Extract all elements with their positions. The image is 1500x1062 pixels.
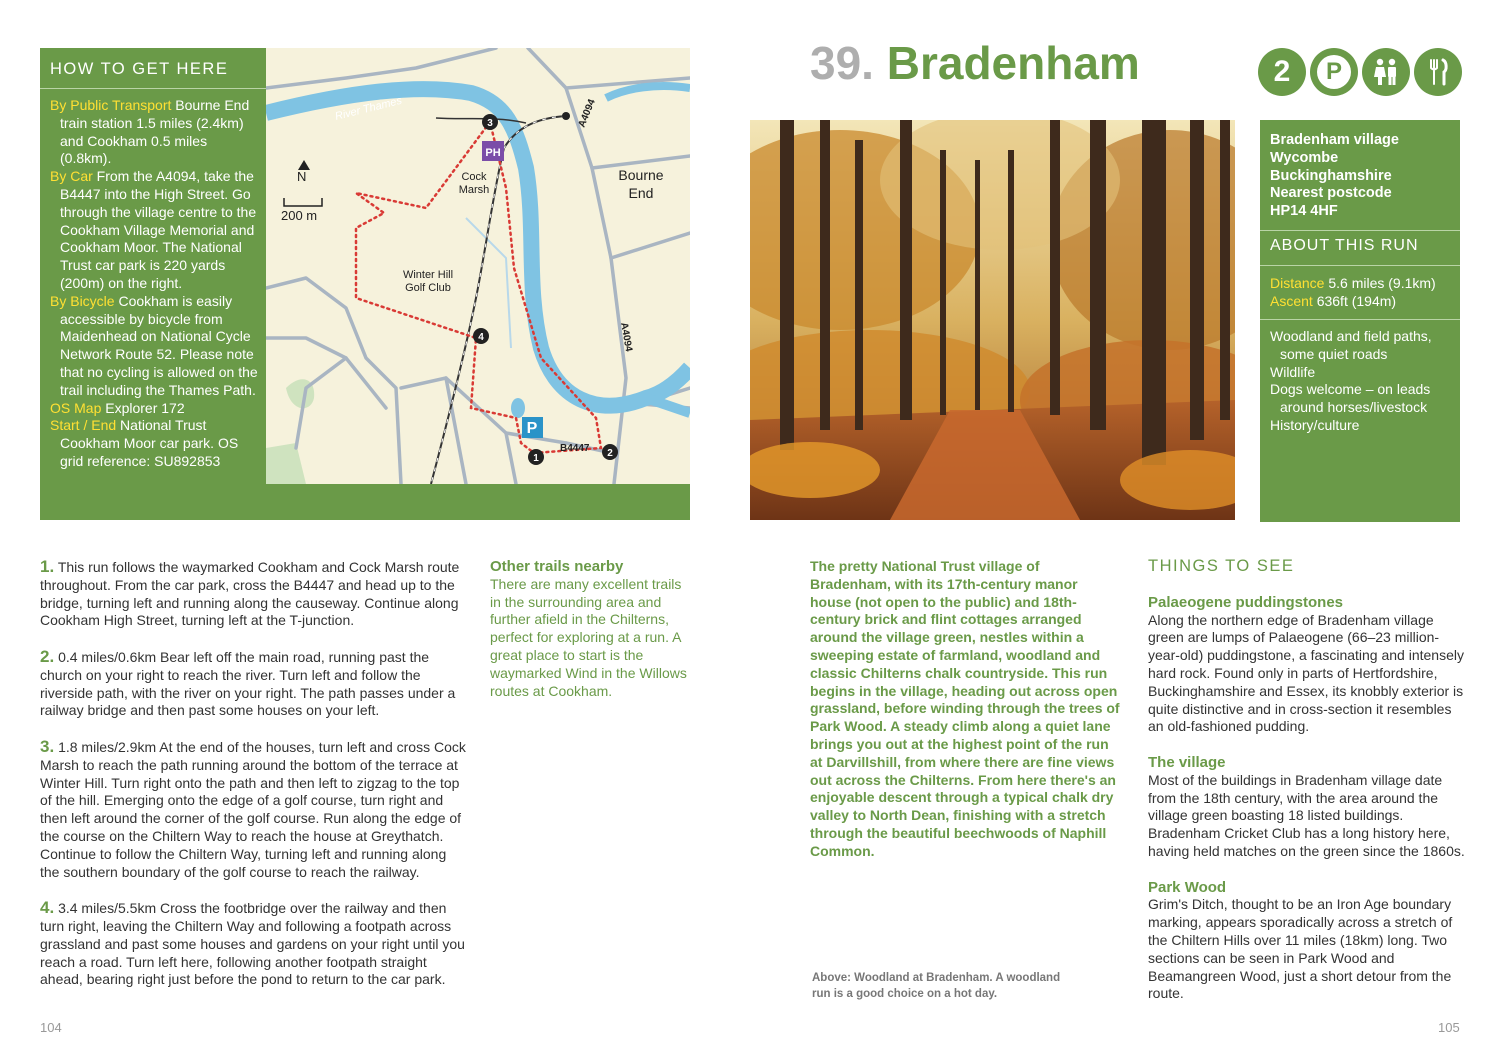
how-to-get-here-list bbox=[50, 97, 262, 471]
toilets-badge bbox=[1362, 48, 1410, 96]
step-item bbox=[40, 899, 468, 989]
route-number: 39. bbox=[810, 37, 874, 89]
golf-label-2: Golf Club bbox=[405, 282, 451, 294]
intro-paragraph: The pretty National Trust village of Bradenham, with its 17th-century manor house (not open to the public) and 18th-century brick and flint cottages arranged around the village green, nestles within a sweeping estate of farmland, woodland and classic Chilterns chalk countryside. This run begins in the village, heading out across open grassland, before winding through the trees of Park Wood. A steady climb along a quiet lane brings you out at the highest point of the run at Darvillshill, from where there are fine views out across the Chilterns. From here there's an enjoyable descent through a typical chalk dry valley to North Dean, finishing with a stretch through the beautiful beechwoods of Naphill Common. bbox=[810, 558, 1120, 859]
north-label: N bbox=[297, 169, 307, 184]
thing-text: Along the northern edge of Bradenham village green are lumps of Palaeogene (66–23 million-year-old) puddingstone, a fascinating and intensely hard rock. Found only in parts of Hertfordshire, Buckinghamshire and Essex, its knobbly exterior is quite distinctive and in cross-section it resembles an old-fashioned pudding. bbox=[1148, 611, 1464, 735]
ascent-value: 636ft (194m) bbox=[1312, 292, 1397, 309]
roads bbox=[266, 48, 690, 484]
river-branch bbox=[606, 86, 690, 98]
address-line: Bradenham village bbox=[1270, 132, 1399, 148]
car-item bbox=[50, 168, 262, 293]
photo-caption: Above: Woodland at Bradenham. A woodland run is a good choice on a hot day. bbox=[812, 972, 1061, 1000]
run-stats bbox=[1270, 275, 1455, 311]
things-to-see bbox=[1148, 558, 1466, 1021]
a4094-label-side: A4094 bbox=[618, 321, 634, 353]
cafe-icon bbox=[1423, 57, 1453, 87]
step-distance: 1.8 miles/2.9km bbox=[54, 738, 157, 755]
address-line: HP14 4HF bbox=[1270, 203, 1338, 220]
step-item bbox=[40, 648, 468, 720]
waypoint-2-label: 2 bbox=[607, 448, 613, 459]
stream bbox=[466, 218, 511, 348]
address-block bbox=[1270, 132, 1455, 221]
thing-text: Most of the buildings in Bradenham village date from the 18th century, with the area around the village green boasting 18 listed buildings. Bradenham Cricket Club has a long history here, having held matches on the green since the 1860s. bbox=[1148, 771, 1465, 859]
transport-label: By Public Transport bbox=[50, 97, 172, 113]
step-text: This run follows the waymarked Cookham and Cock Marsh route throughout. From the car park, cross the B4447 and head up to the bridge, turning left and running along the causeway. Continue along Cookham High Street, turning left at the T-junction. bbox=[40, 559, 460, 629]
cock-marsh-label-1: Cock bbox=[461, 171, 487, 183]
golf-label-1: Winter Hill bbox=[402, 269, 454, 281]
thing-heading: Palaeogene puddingstones bbox=[1148, 593, 1344, 611]
waypoint-1-label: 1 bbox=[533, 453, 539, 464]
feature-item: Dogs welcome – on leads around horses/livestock bbox=[1270, 381, 1431, 416]
address-line: Nearest postcode bbox=[1270, 185, 1392, 202]
bicycle-item bbox=[50, 293, 262, 400]
distance-label: Distance bbox=[1270, 275, 1325, 291]
toilets-icon bbox=[1370, 56, 1402, 88]
step-distance: 0.4 miles/0.6km bbox=[54, 648, 157, 665]
railway bbox=[431, 116, 566, 484]
other-trails bbox=[490, 558, 690, 700]
a4094-label-top: A4094 bbox=[576, 97, 598, 130]
step-text: At the end of the houses, turn left and cross Cock Marsh to reach the path running around the bottom of the terrace at Winter Hill. Turn right onto the path and then left to zigzag to the top of the hill. Emerging onto the edge of a golf course, turn right and then left around the corner of the golf course. Run along the edge of the course on the Chiltern Way to reach the house at Greythatch. Continue to follow the Chiltern Way, turning left and running along the southern boundary of the golf course to reach the railway. bbox=[40, 738, 466, 880]
pond bbox=[511, 398, 525, 418]
woodland-area bbox=[266, 443, 306, 484]
b4447-label: B4447 bbox=[560, 443, 590, 454]
waypoint-4-label: 4 bbox=[478, 332, 484, 343]
other-trails-heading: Other trails nearby bbox=[490, 558, 624, 575]
step-text: Cross the footbridge over the railway and then turn right, leaving the Chiltern Way and following a footpath across grassland and past some houses and gardens on your right until you reach a road. Turn left here, following another footpath straight ahead, bearing right just before the pond to return to the car park. bbox=[40, 900, 465, 988]
step-number: 4. bbox=[40, 898, 55, 918]
ascent-label: Ascent bbox=[1270, 292, 1313, 309]
distance-row bbox=[1270, 275, 1455, 293]
page-number-right: 105 bbox=[1438, 1020, 1460, 1035]
transport-item bbox=[50, 97, 262, 168]
woodland-illustration bbox=[750, 120, 1235, 520]
route-map bbox=[266, 48, 690, 484]
page-number-left: 104 bbox=[40, 1020, 62, 1035]
step-distance: 3.4 miles/5.5km bbox=[54, 900, 157, 917]
run-features bbox=[1270, 328, 1455, 435]
things-to-see-title: THINGS TO SEE bbox=[1148, 557, 1295, 575]
divider bbox=[1260, 265, 1460, 266]
river-branch bbox=[646, 398, 690, 413]
thing-heading: Park Wood bbox=[1148, 878, 1227, 896]
station-marker bbox=[562, 112, 570, 120]
divider bbox=[1260, 230, 1460, 231]
bicycle-label: By Bicycle bbox=[50, 292, 115, 309]
scale-bar bbox=[284, 198, 322, 206]
scale-label: 200 m bbox=[281, 208, 318, 223]
parking-icon: P bbox=[1317, 55, 1351, 89]
divider bbox=[40, 88, 266, 89]
start-end-text: National Trust Cookham Moor car park. OS grid reference: SU892853 bbox=[60, 417, 239, 469]
difficulty-badge: 2 bbox=[1258, 48, 1306, 96]
parking-badge bbox=[1310, 48, 1358, 96]
address-line: Wycombe bbox=[1270, 149, 1339, 166]
how-to-get-here-title: HOW TO GET HERE bbox=[50, 60, 229, 78]
feature-item: Wildlife bbox=[1270, 363, 1316, 380]
step-text: Bear left off the main road, running past the church on your right to reach the river. Turn left and follow the riverside path, with the river on your right. The path passes under a railway bridge and then past some houses on your left. bbox=[40, 648, 456, 719]
route-steps bbox=[40, 558, 468, 1007]
os-map-text: Explorer 172 bbox=[101, 399, 185, 416]
bourne-end-label-2: End bbox=[628, 185, 654, 201]
bourne-end-label-1: Bourne bbox=[618, 167, 664, 183]
route-map-svg bbox=[266, 48, 690, 484]
pub-label: PH bbox=[485, 147, 501, 159]
address-line: Buckinghamshire bbox=[1270, 167, 1392, 184]
car-label: By Car bbox=[50, 168, 93, 185]
river-label: River Thames bbox=[333, 94, 404, 123]
thing-heading: The village bbox=[1148, 753, 1226, 771]
woodland-photo bbox=[750, 120, 1235, 520]
step-item bbox=[40, 558, 468, 630]
thing-text: Grim's Ditch, thought to be an Iron Age boundary marking, appears sporadically across a stretch of the Chiltern Hills over 11 miles (18km) long. Two sections can be seen in Park Wood and Beamangreen Wood, just a short detour from the route. bbox=[1148, 896, 1453, 1002]
step-number: 3. bbox=[40, 736, 55, 756]
step-item bbox=[40, 738, 468, 881]
step-number: 1. bbox=[40, 557, 55, 576]
os-map-label: OS Map bbox=[50, 399, 102, 416]
cock-marsh-label-2: Marsh bbox=[458, 184, 490, 196]
step-number: 2. bbox=[40, 646, 55, 666]
car-text: From the A4094, take the B4447 into the High Street. Go through the village centre to the Cookham Village Memorial and Cookham Moor. The National Trust car park is 220 yards (200m) on the right. bbox=[60, 168, 257, 291]
distance-value: 5.6 miles (9.1km) bbox=[1324, 275, 1436, 291]
feature-item: History/culture bbox=[1270, 416, 1360, 433]
parking-label: P bbox=[526, 420, 538, 437]
transport-text: Bourne End train station 1.5 miles (2.4km) and Cookham 0.5 miles (0.8km). bbox=[60, 97, 250, 167]
ascent-row bbox=[1270, 293, 1455, 311]
os-map-item bbox=[50, 400, 262, 418]
other-trails-text: There are many excellent trails in the surrounding area and further afield in the Chilterns, perfect for exploring at a run. A great place to start is the waymarked Wind in the Willows routes at Cookham. bbox=[490, 575, 687, 699]
cafe-badge bbox=[1414, 48, 1462, 96]
feature-item: Woodland and field paths, some quiet roads bbox=[1270, 328, 1432, 362]
divider bbox=[1260, 319, 1460, 320]
page-title bbox=[810, 36, 1140, 90]
waypoint-3-label: 3 bbox=[487, 118, 493, 129]
start-end-label: Start / End bbox=[50, 417, 117, 434]
bicycle-text: Cookham is easily accessible by bicycle from Maidenhead on National Cycle Network Route 52. Please note that no cycling is allowed on the trail including the Thames Path. bbox=[60, 292, 258, 398]
start-end-item bbox=[50, 417, 262, 470]
about-run-title: ABOUT THIS RUN bbox=[1270, 237, 1419, 254]
route-name: Bradenham bbox=[886, 37, 1140, 89]
